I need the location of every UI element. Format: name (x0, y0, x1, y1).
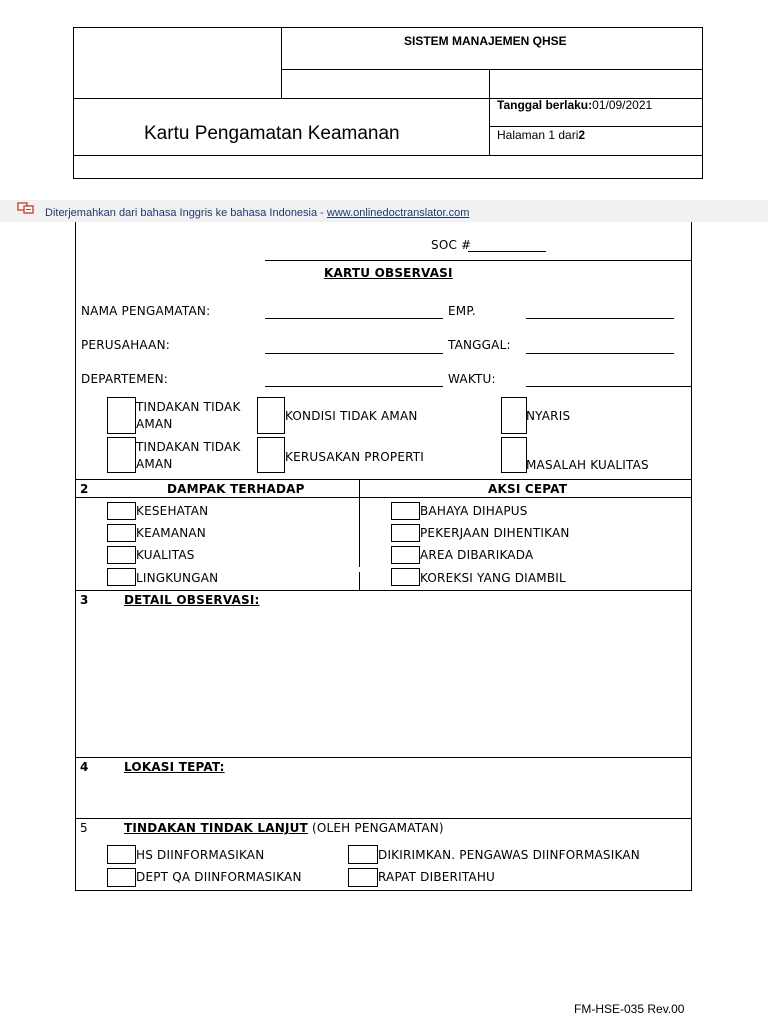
header-divider (73, 155, 703, 156)
unsafe-act-label-2: TINDAKAN TIDAK AMAN (136, 440, 241, 471)
section-4-rule (75, 757, 692, 758)
impact-header: DAMPAK TERHADAP (167, 482, 305, 496)
unsafe-condition-checkbox[interactable] (257, 397, 285, 434)
impact-health-checkbox[interactable] (107, 502, 136, 520)
action-hazard-removed-label: BAHAYA DIHAPUS (420, 504, 528, 518)
action-correction-taken-label: KOREKSI YANG DIAMBIL (420, 571, 566, 585)
translator-text (45, 205, 469, 222)
section-3-number: 3 (80, 593, 89, 607)
section-4-number: 4 (80, 760, 89, 774)
action-hazard-removed-checkbox[interactable] (391, 502, 420, 520)
page-total: 2 (578, 128, 586, 142)
section-5-rule (75, 818, 692, 819)
action-work-stopped-label: PEKERJAAN DIHENTIKAN (420, 526, 570, 540)
translator-link[interactable]: www.onlinedoctranslator.com (326, 207, 470, 219)
unsafe-act-checkbox[interactable] (107, 397, 136, 434)
action-correction-taken-checkbox[interactable] (391, 568, 420, 586)
translator-message: Diterjemahkan dari bahasa Inggris ke bahasa Indonesia - (45, 207, 327, 219)
page-indicator (497, 127, 585, 144)
page-label: Halaman 1 dari (497, 128, 579, 142)
quality-issue-checkbox[interactable] (501, 437, 527, 473)
observation-detail-title: DETAIL OBSERVASI: (124, 593, 260, 607)
section-2-number: 2 (80, 482, 89, 496)
follow-up-title-suffix: (OLEH PENGAMATAN) (307, 821, 444, 835)
form-border-right (691, 222, 692, 891)
header-divider (489, 69, 490, 156)
card-title-rule (265, 260, 692, 261)
impact-environment-checkbox[interactable] (107, 568, 136, 586)
unsafe-act-checkbox-2[interactable] (107, 437, 136, 473)
section-2-divider (359, 479, 360, 567)
exact-location-title: LOKASI TEPAT: (124, 760, 225, 774)
impact-quality-checkbox[interactable] (107, 546, 136, 564)
translate-icon[interactable] (17, 202, 35, 215)
company-field[interactable] (265, 353, 443, 354)
follow-up-title (124, 820, 444, 837)
section-5-number: 5 (80, 821, 88, 835)
property-damage-checkbox[interactable] (257, 437, 285, 473)
system-title: SISTEM MANAJEMEN QHSE (404, 34, 567, 48)
impact-health-label: KESEHATAN (136, 504, 209, 518)
soc-field[interactable] (468, 251, 546, 252)
date-label: TANGGAL: (448, 338, 511, 352)
impact-safety-checkbox[interactable] (107, 524, 136, 542)
card-title: KARTU OBSERVASI (324, 266, 453, 280)
emp-field[interactable] (526, 318, 674, 319)
unsafe-condition-label: KONDISI TIDAK AMAN (285, 409, 418, 423)
header-divider (281, 69, 703, 70)
meeting-notified-label: RAPAT DIBERITAHU (378, 870, 496, 884)
section-3-rule (75, 590, 692, 591)
soc-label: SOC # (431, 238, 472, 252)
unsafe-act-label: TINDAKAN TIDAK AMAN (136, 400, 241, 431)
time-field[interactable] (526, 386, 692, 387)
supervisor-informed-label: DIKIRIMKAN. PENGAWAS DIINFORMASIKAN (378, 848, 640, 862)
section-2-rule (75, 479, 692, 480)
time-label: WAKTU: (448, 372, 496, 386)
quality-issue-label: MASALAH KUALITAS (526, 458, 649, 472)
meeting-notified-checkbox[interactable] (348, 868, 378, 887)
near-miss-label: NYARIS (526, 409, 571, 423)
observer-name-label: NAMA PENGAMATAN: (81, 304, 211, 318)
header-divider (281, 27, 282, 99)
observation-detail-area[interactable] (76, 610, 691, 756)
property-damage-label: KERUSAKAN PROPERTI (285, 450, 425, 464)
near-miss-checkbox[interactable] (501, 397, 527, 434)
impact-environment-label: LINGKUNGAN (136, 571, 219, 585)
supervisor-informed-checkbox[interactable] (348, 845, 378, 864)
department-field[interactable] (265, 386, 443, 387)
department-label: DEPARTEMEN: (81, 372, 169, 386)
hs-informed-label: HS DIINFORMASIKAN (136, 848, 265, 862)
document-title: Kartu Pengamatan Keamanan (144, 123, 400, 144)
effective-date (497, 97, 652, 114)
exact-location-area[interactable] (76, 778, 691, 817)
hs-informed-checkbox[interactable] (107, 845, 136, 864)
impact-quality-label: KUALITAS (136, 548, 195, 562)
follow-up-title-main: TINDAKAN TINDAK LANJUT (124, 821, 308, 835)
effective-date-value: 01/09/2021 (592, 98, 653, 112)
action-area-barricaded-label: AREA DIBARIKADA (420, 548, 534, 562)
qa-dept-informed-label: DEPT QA DIINFORMASIKAN (136, 870, 302, 884)
section-2-divider (359, 572, 360, 590)
emp-label: EMP. (448, 304, 476, 318)
date-field[interactable] (526, 353, 674, 354)
company-label: PERUSAHAAN: (81, 338, 170, 352)
qa-dept-informed-checkbox[interactable] (107, 868, 136, 887)
form-border-bottom (75, 890, 692, 891)
document-code: FM-HSE-035 Rev.00 (574, 1002, 685, 1016)
effective-date-label: Tanggal berlaku: (497, 98, 593, 112)
observer-name-field[interactable] (265, 318, 443, 319)
quick-action-header: AKSI CEPAT (488, 482, 568, 496)
action-area-barricaded-checkbox[interactable] (391, 546, 420, 564)
impact-safety-label: KEAMANAN (136, 526, 206, 540)
action-work-stopped-checkbox[interactable] (391, 524, 420, 542)
